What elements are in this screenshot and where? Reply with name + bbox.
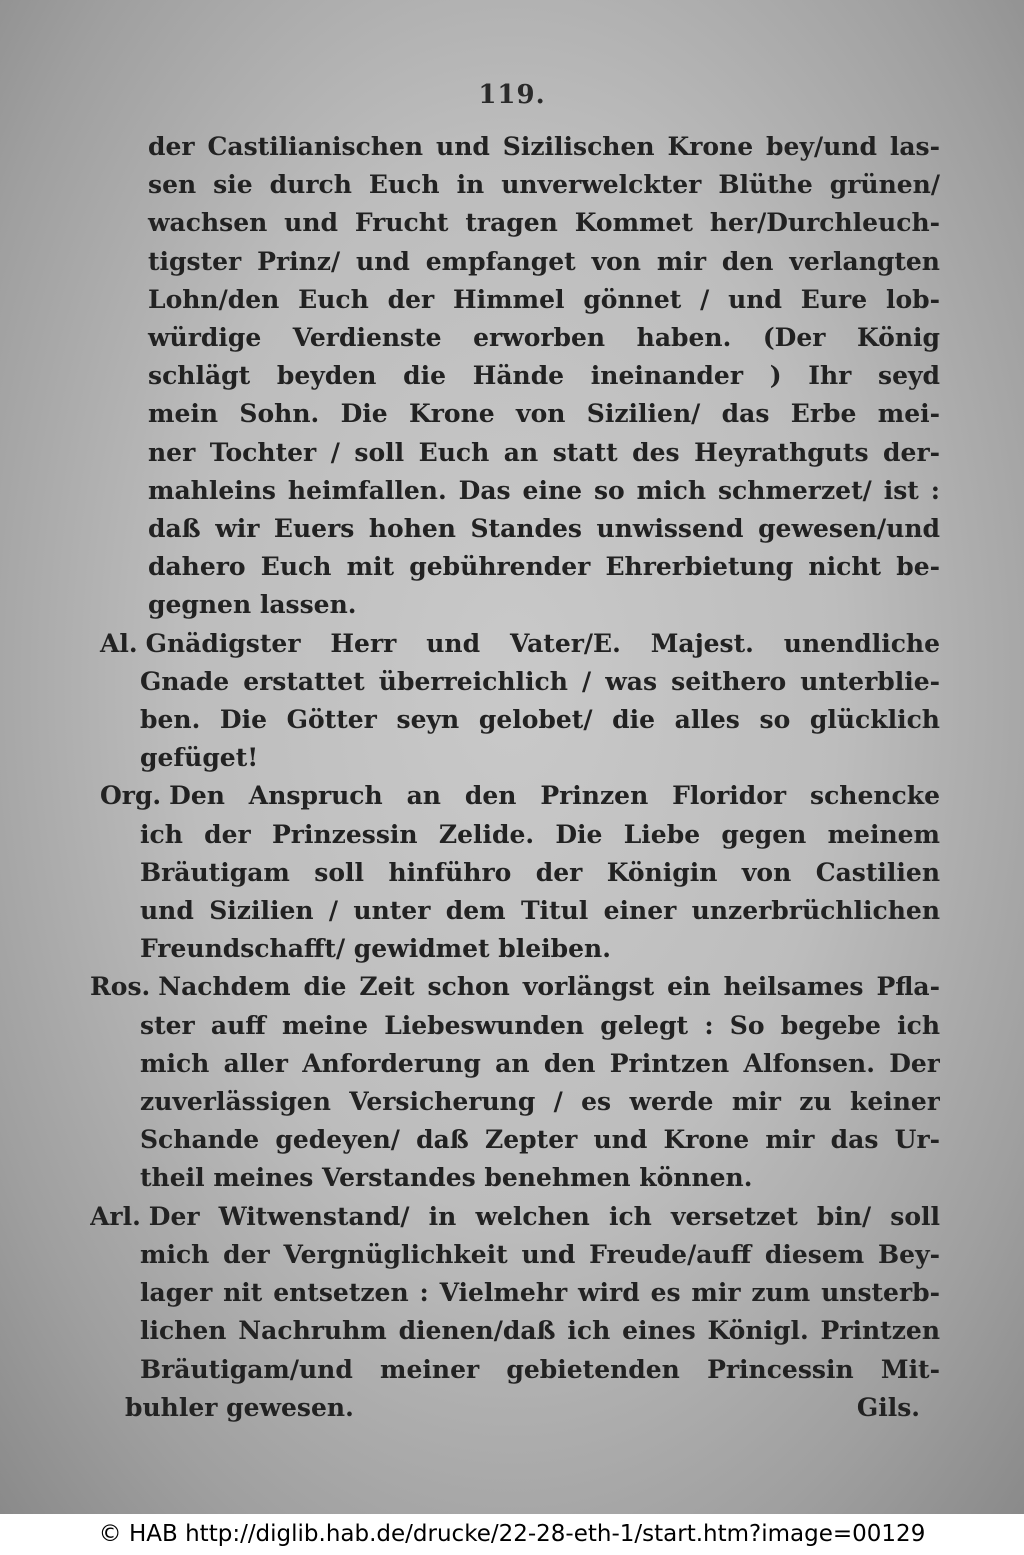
speaker-label: Ros. (90, 972, 151, 1002)
speech-first-line (90, 777, 940, 815)
text-line: ner Tochter / soll Euch an statt des Heyrathguts der- (148, 437, 940, 467)
text-block (90, 128, 940, 1427)
text-line: mahleins heimfallen. Das eine so mich schmerzet/ ist : (148, 475, 940, 505)
text-line: und Sizilien / unter dem Titul einer unzerbrüchlichen (140, 896, 940, 926)
text-line: ster auff meine Liebeswunden gelegt : So begebe ich (140, 1010, 940, 1040)
text-line: gefüget! (140, 743, 259, 773)
text-line: schlägt beyden die Hände ineinander ) Ihr seyd (148, 361, 940, 391)
text-line: zuverlässigen Versicherung / es werde mir zu keiner (140, 1087, 940, 1117)
speech-text: Gnädigster Herr und Vater/E. Majest. unendliche (145, 628, 940, 658)
speaker-label: Arl. (90, 1201, 141, 1231)
text-line: gegnen lassen. (148, 590, 357, 620)
text-line: Lohn/den Euch der Himmel gönnet / und Eure lob- (148, 284, 940, 314)
catchword: Gils. (856, 1392, 920, 1422)
text-line: Schande gedeyen/ daß Zepter und Krone mir das Ur- (140, 1125, 940, 1155)
page-number: 119. (478, 80, 546, 110)
speech-first-line (90, 625, 940, 663)
last-line-row (90, 1389, 940, 1427)
speech-text: Der Witwenstand/ in welchen ich versetzet bin/ soll (148, 1201, 940, 1231)
copyright-footer: © HAB http://diglib.hab.de/drucke/22-28-eth-1/start.htm?image=00129 (0, 1514, 1024, 1555)
speech-text: Den Anspruch an den Prinzen Floridor schencke (169, 781, 940, 811)
speech-first-line (90, 1198, 940, 1236)
text-line: der Castilianischen und Sizilischen Krone bey/und las- (148, 132, 940, 161)
text-line: sen sie durch Euch in unverwelckter Blüthe grünen/ (148, 170, 940, 200)
text-line: dahero Euch mit gebührender Ehrerbietung nicht be- (148, 552, 940, 582)
text-line: mich der Vergnüglichkeit und Freude/auff diesem Bey- (140, 1239, 940, 1269)
text-line: würdige Verdienste erworben haben. (Der König (148, 323, 940, 353)
text-line: lager nit entsetzen : Vielmehr wird es mir zum unsterb- (140, 1278, 940, 1308)
speaker-label: Org. (100, 781, 162, 811)
text-line: Freundschafft/ gewidmet bleiben. (140, 934, 611, 964)
speaker-label: Al. (100, 628, 138, 658)
text-line: Bräutigam/und meiner gebietenden Princessin Mit- (140, 1354, 940, 1384)
speech-text: Nachdem die Zeit schon vorlängst ein heilsames Pfla- (158, 972, 940, 1002)
text-line: ich der Prinzessin Zelide. Die Liebe gegen meinem (140, 819, 940, 849)
text-line: daß wir Euers hohen Standes unwissend gewesen/und (148, 514, 940, 544)
text-line: buhler gewesen. (125, 1392, 354, 1422)
text-line: ben. Die Götter seyn gelobet/ die alles so glücklich (140, 705, 940, 735)
text-line: Gnade erstattet überreichlich / was seithero unterblie- (140, 666, 940, 696)
text-line: mich aller Anforderung an den Printzen Alfonsen. Der (140, 1048, 940, 1078)
text-line: tigster Prinz/ und empfanget von mir den verlangten (148, 246, 940, 276)
text-line: mein Sohn. Die Krone von Sizilien/ das Erbe mei- (148, 399, 940, 429)
text-line: wachsen und Frucht tragen Kommet her/Durchleuch- (148, 208, 940, 238)
text-line: Bräutigam soll hinführo der Königin von Castilien (140, 857, 940, 887)
text-line: lichen Nachruhm dienen/daß ich eines Königl. Printzen (140, 1316, 940, 1346)
text-line: theil meines Verstandes benehmen können. (140, 1163, 753, 1193)
speech-first-line (90, 968, 940, 1006)
